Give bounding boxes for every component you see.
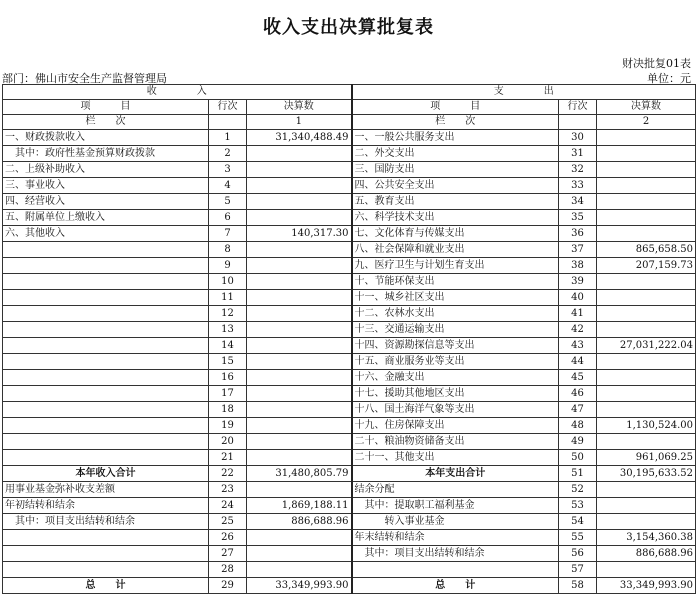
expense-item-cell: 六、科学技术支出 (352, 210, 559, 226)
income-column-blank (209, 115, 247, 130)
income-row-number-cell: 11 (209, 290, 247, 306)
expense-item-cell: 十六、金融支出 (352, 370, 559, 386)
expense-item-cell: 一、一般公共服务支出 (352, 130, 559, 146)
income-row-number-cell: 8 (209, 242, 247, 258)
page-title: 收入支出决算批复表 (263, 17, 434, 38)
income-row-number-cell: 19 (209, 418, 247, 434)
income-item-cell (3, 402, 209, 418)
expense-amount-cell (597, 370, 696, 386)
income-item-cell: 四、经营收入 (3, 194, 209, 210)
income-amount-cell (247, 434, 352, 450)
income-item-cell (3, 306, 209, 322)
expense-amount-cell (597, 322, 696, 338)
expense-item-cell: 十三、交通运输支出 (352, 322, 559, 338)
income-row-number-cell: 5 (209, 194, 247, 210)
expense-amount-cell (597, 274, 696, 290)
expense-amount-cell (597, 226, 696, 242)
income-row-number-cell: 23 (209, 482, 247, 498)
table-row (3, 274, 696, 290)
income-amount-cell (247, 194, 352, 210)
expense-item-cell: 总 计 (352, 578, 559, 594)
expense-row-number-cell: 58 (559, 578, 597, 594)
expense-row-number-cell: 34 (559, 194, 597, 210)
expense-amount-cell (597, 290, 696, 306)
expense-row-number-cell: 41 (559, 306, 597, 322)
income-item-cell (3, 338, 209, 354)
expense-row-number-cell: 40 (559, 290, 597, 306)
expense-item-cell: 十一、城乡社区支出 (352, 290, 559, 306)
income-item-cell: 本年收入合计 (3, 466, 209, 482)
expense-row-number-cell: 45 (559, 370, 597, 386)
expense-row-number-cell: 57 (559, 562, 597, 578)
income-item-cell (3, 418, 209, 434)
expense-row-number-cell: 53 (559, 498, 597, 514)
income-amount-cell: 140,317.30 (247, 226, 352, 242)
table-row (3, 322, 696, 338)
expense-row-number-cell: 39 (559, 274, 597, 290)
expense-row-number-cell: 54 (559, 514, 597, 530)
income-amount-cell (247, 562, 352, 578)
expense-row-number-cell: 51 (559, 466, 597, 482)
income-amount-cell (247, 418, 352, 434)
income-amount-cell (247, 370, 352, 386)
expense-row-number-cell: 56 (559, 546, 597, 562)
table-row (3, 466, 696, 482)
expense-row-number-cell: 38 (559, 258, 597, 274)
expense-row-number-cell: 36 (559, 226, 597, 242)
table-row (3, 338, 696, 354)
income-row-number-cell: 28 (209, 562, 247, 578)
income-item-cell: 用事业基金弥补收支差额 (3, 482, 209, 498)
expense-item-cell: 九、医疗卫生与计划生育支出 (352, 258, 559, 274)
income-row-number-cell: 13 (209, 322, 247, 338)
income-row-number-cell: 4 (209, 178, 247, 194)
expense-row-number-cell: 35 (559, 210, 597, 226)
table-row (3, 530, 696, 546)
expense-amount-cell (597, 482, 696, 498)
expense-item-cell: 十二、农林水支出 (352, 306, 559, 322)
income-amount-cell (247, 354, 352, 370)
table-row (3, 178, 696, 194)
expense-amount-cell: 207,159.73 (597, 258, 696, 274)
expense-amount-cell (597, 498, 696, 514)
expense-amount-cell: 886,688.96 (597, 546, 696, 562)
table-row (3, 354, 696, 370)
expense-row-number-cell: 49 (559, 434, 597, 450)
income-item-cell: 其中：政府性基金预算财政拨款 (3, 146, 209, 162)
expense-amount-cell (597, 354, 696, 370)
expense-row-number-cell: 33 (559, 178, 597, 194)
expense-row-number-cell: 47 (559, 402, 597, 418)
expense-amount-cell: 865,658.50 (597, 242, 696, 258)
unit-label: 单位：元 (647, 72, 691, 85)
expense-amount-cell: 33,349,993.90 (597, 578, 696, 594)
income-item-cell: 二、上级补助收入 (3, 162, 209, 178)
table-row (3, 546, 696, 562)
income-row-number-cell: 15 (209, 354, 247, 370)
expense-item-cell (352, 562, 559, 578)
table-row (3, 386, 696, 402)
income-row-number-cell: 18 (209, 402, 247, 418)
expense-item-cell: 四、公共安全支出 (352, 178, 559, 194)
income-amount-cell (247, 146, 352, 162)
expense-amount-cell (597, 130, 696, 146)
income-amount-cell: 31,480,805.79 (247, 466, 352, 482)
income-row-number-cell: 10 (209, 274, 247, 290)
expense-section-header: 支 出 (352, 85, 696, 100)
income-amount-cell (247, 530, 352, 546)
expense-item-cell: 三、国防支出 (352, 162, 559, 178)
income-amount-cell (247, 274, 352, 290)
expense-item-cell: 五、教育支出 (352, 194, 559, 210)
table-row (3, 258, 696, 274)
income-row-number-cell: 9 (209, 258, 247, 274)
expense-row-number-cell: 48 (559, 418, 597, 434)
table-row (3, 226, 696, 242)
income-amount-cell (247, 258, 352, 274)
expense-item-header: 项 目 (352, 100, 559, 115)
income-amount-cell (247, 290, 352, 306)
income-item-cell: 其中：项目支出结转和结余 (3, 514, 209, 530)
income-row-number-cell: 2 (209, 146, 247, 162)
expense-amount-cell (597, 386, 696, 402)
expense-item-cell: 二、外交支出 (352, 146, 559, 162)
income-row-number-cell: 27 (209, 546, 247, 562)
income-row-number-cell: 24 (209, 498, 247, 514)
table-row (3, 482, 696, 498)
expense-row-number-cell: 43 (559, 338, 597, 354)
income-amount-cell (247, 450, 352, 466)
expense-amount-cell: 961,069.25 (597, 450, 696, 466)
income-item-cell (3, 274, 209, 290)
expense-amount-cell (597, 434, 696, 450)
expense-amount-cell: 27,031,222.04 (597, 338, 696, 354)
table-row (3, 162, 696, 178)
form-code: 财决批复01表 (622, 57, 691, 70)
expense-item-cell: 七、文化体育与传媒支出 (352, 226, 559, 242)
expense-amount-cell (597, 194, 696, 210)
expense-item-cell: 本年支出合计 (352, 466, 559, 482)
income-row-number-cell: 20 (209, 434, 247, 450)
expense-item-cell: 十四、资源勘探信息等支出 (352, 338, 559, 354)
table-row (3, 498, 696, 514)
income-item-cell (3, 450, 209, 466)
income-row-no-header: 行次 (209, 100, 247, 115)
expense-row-number-cell: 44 (559, 354, 597, 370)
expense-row-no-header: 行次 (559, 100, 597, 115)
table-row (3, 514, 696, 530)
expense-amount-cell (597, 178, 696, 194)
expense-item-cell: 八、社会保障和就业支出 (352, 242, 559, 258)
income-item-cell (3, 562, 209, 578)
expense-amount-cell (597, 562, 696, 578)
expense-item-cell: 结余分配 (352, 482, 559, 498)
income-amount-cell (247, 210, 352, 226)
income-item-cell: 五、附属单位上缴收入 (3, 210, 209, 226)
expense-row-number-cell: 50 (559, 450, 597, 466)
income-item-header: 项 目 (3, 100, 209, 115)
income-item-cell (3, 242, 209, 258)
income-amount-cell (247, 162, 352, 178)
expense-row-number-cell: 46 (559, 386, 597, 402)
income-item-cell (3, 546, 209, 562)
income-row-number-cell: 17 (209, 386, 247, 402)
income-item-cell (3, 354, 209, 370)
income-item-cell: 一、财政拨款收入 (3, 130, 209, 146)
expense-row-number-cell: 52 (559, 482, 597, 498)
income-amount-cell (247, 242, 352, 258)
income-amount-cell (247, 306, 352, 322)
expense-column-label: 栏 次 (352, 115, 559, 130)
expense-column-number: 2 (597, 115, 696, 130)
expense-row-number-cell: 37 (559, 242, 597, 258)
income-item-cell (3, 370, 209, 386)
expense-item-cell: 十八、国土海洋气象等支出 (352, 402, 559, 418)
expense-item-cell: 十五、商业服务业等支出 (352, 354, 559, 370)
table-row (3, 402, 696, 418)
income-row-number-cell: 21 (209, 450, 247, 466)
expense-item-cell: 十七、援助其他地区支出 (352, 386, 559, 402)
income-amount-cell: 1,869,188.11 (247, 498, 352, 514)
income-item-cell: 三、事业收入 (3, 178, 209, 194)
table-row (3, 450, 696, 466)
expense-amount-cell (597, 514, 696, 530)
income-amount-cell (247, 338, 352, 354)
income-amount-cell (247, 386, 352, 402)
expense-item-cell: 十、节能环保支出 (352, 274, 559, 290)
table-row (3, 562, 696, 578)
income-expense-table (2, 84, 696, 594)
table-row (3, 146, 696, 162)
expense-row-number-cell: 55 (559, 530, 597, 546)
income-row-number-cell: 14 (209, 338, 247, 354)
expense-item-cell: 转入事业基金 (352, 514, 559, 530)
income-amount-cell (247, 178, 352, 194)
table-row (3, 210, 696, 226)
expense-amount-cell: 1,130,524.00 (597, 418, 696, 434)
income-row-number-cell: 16 (209, 370, 247, 386)
table-row (3, 306, 696, 322)
income-amount-cell: 33,349,993.90 (247, 578, 352, 594)
income-row-number-cell: 22 (209, 466, 247, 482)
table-row (3, 434, 696, 450)
income-column-number: 1 (247, 115, 352, 130)
expense-item-cell: 其中：项目支出结转和结余 (352, 546, 559, 562)
table-row (3, 418, 696, 434)
income-item-cell (3, 258, 209, 274)
income-column-label: 栏 次 (3, 115, 209, 130)
income-amount-cell (247, 546, 352, 562)
income-amount-cell (247, 322, 352, 338)
expense-item-cell: 二十一、其他支出 (352, 450, 559, 466)
department-label: 部门：佛山市安全生产监督管理局 (2, 72, 167, 85)
income-item-cell (3, 530, 209, 546)
table-row (3, 578, 696, 594)
income-item-cell: 年初结转和结余 (3, 498, 209, 514)
income-item-cell (3, 434, 209, 450)
expense-amount-cell (597, 162, 696, 178)
income-item-cell (3, 386, 209, 402)
income-row-number-cell: 7 (209, 226, 247, 242)
income-amount-header: 决算数 (247, 100, 352, 115)
table-row (3, 370, 696, 386)
expense-item-cell: 其中：提取职工福利基金 (352, 498, 559, 514)
expense-row-number-cell: 30 (559, 130, 597, 146)
expense-amount-header: 决算数 (597, 100, 696, 115)
expense-item-cell: 二十、粮油物资储备支出 (352, 434, 559, 450)
income-amount-cell (247, 402, 352, 418)
income-item-cell: 六、其他收入 (3, 226, 209, 242)
income-item-cell: 总 计 (3, 578, 209, 594)
table-row (3, 242, 696, 258)
expense-amount-cell (597, 402, 696, 418)
expense-amount-cell (597, 306, 696, 322)
table-row (3, 194, 696, 210)
income-item-cell (3, 290, 209, 306)
income-amount-cell (247, 482, 352, 498)
expense-column-blank (559, 115, 597, 130)
income-row-number-cell: 1 (209, 130, 247, 146)
income-row-number-cell: 25 (209, 514, 247, 530)
expense-item-cell: 年末结转和结余 (352, 530, 559, 546)
expense-amount-cell: 30,195,633.52 (597, 466, 696, 482)
expense-amount-cell: 3,154,360.38 (597, 530, 696, 546)
expense-amount-cell (597, 210, 696, 226)
income-item-cell (3, 322, 209, 338)
income-row-number-cell: 3 (209, 162, 247, 178)
table-row (3, 290, 696, 306)
expense-amount-cell (597, 146, 696, 162)
income-amount-cell: 31,340,488.49 (247, 130, 352, 146)
expense-row-number-cell: 32 (559, 162, 597, 178)
income-amount-cell: 886,688.96 (247, 514, 352, 530)
expense-item-cell: 十九、住房保障支出 (352, 418, 559, 434)
income-row-number-cell: 26 (209, 530, 247, 546)
income-row-number-cell: 29 (209, 578, 247, 594)
income-section-header: 收 入 (3, 85, 352, 100)
table-row (3, 130, 696, 146)
expense-row-number-cell: 42 (559, 322, 597, 338)
income-row-number-cell: 12 (209, 306, 247, 322)
income-row-number-cell: 6 (209, 210, 247, 226)
expense-row-number-cell: 31 (559, 146, 597, 162)
